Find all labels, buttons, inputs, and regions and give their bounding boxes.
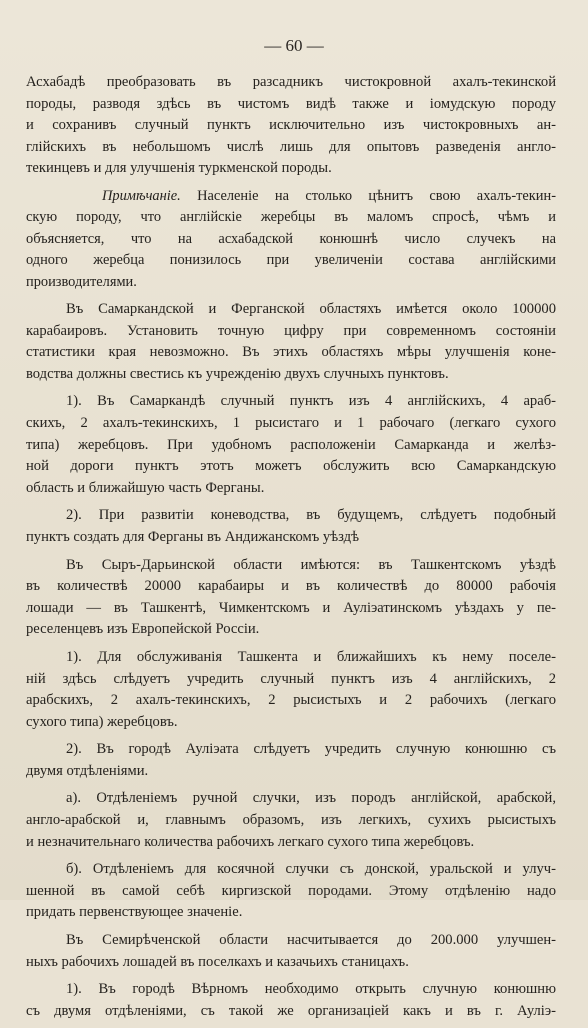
text-line: шенной въ самой себѣ киргизской породами. Этому отдѣленію надо xyxy=(26,882,556,899)
text-line: ній здѣсь слѣдуетъ учредить случный пунктъ изъ 4 англійскихъ, 2 xyxy=(26,670,556,687)
text-line: арабскихъ, 2 ахалъ-текинскихъ, 2 рысистыхъ и 2 рабочихъ (легкаго xyxy=(26,692,556,709)
text-line: а). Отдѣленіемъ ручной случки, изъ породъ англійской, арабской, xyxy=(66,790,556,807)
text-line: 1). Въ Самаркандѣ случный пунктъ изъ 4 англійскихъ, 4 араб- xyxy=(66,393,556,410)
note-paragraph xyxy=(26,186,556,293)
paragraph xyxy=(26,859,556,924)
text-line: статистики края невозможно. Въ этихъ областяхъ мѣры улучшенія коне- xyxy=(26,344,556,361)
paragraph xyxy=(26,555,556,641)
text-line xyxy=(26,186,556,207)
paragraph xyxy=(26,930,556,973)
text-line: типа) жеребцовъ. При удобномъ расположеніи Самарканда и желѣз- xyxy=(26,436,556,453)
text-line: придать первенствующее значеніе. xyxy=(26,904,243,921)
paragraph xyxy=(26,739,556,782)
paragraph xyxy=(26,647,556,733)
text-line: производителями. xyxy=(26,273,137,290)
text-line: 2). При развитіи коневодства, въ будущемъ, слѣдуетъ подобный xyxy=(66,507,556,524)
text-line: съ двумя отдѣленіями, съ такой же организаціей какъ и въ г. Ауліэ- xyxy=(26,1002,556,1019)
text-line: англо-арабской и, главнымъ образомъ, изъ легкихъ, сухихъ рысистыхъ xyxy=(26,812,556,829)
paragraph xyxy=(26,979,556,1022)
paragraph xyxy=(26,72,556,180)
text-line: и незначительнаго количества рабочихъ легкаго сухого типа жеребцовъ. xyxy=(26,833,475,850)
text-line: и сохранивъ случный пунктъ исключительно изъ чистокровныхъ ан- xyxy=(26,117,556,134)
text-line: глійскихъ въ небольшомъ числѣ лишь для опытовъ разведенія англо- xyxy=(26,138,556,155)
paragraph xyxy=(26,391,556,499)
text-line: область и ближайшую часть Ферганы. xyxy=(26,479,265,496)
paragraph xyxy=(26,299,556,385)
text-line: Въ Семирѣченской области насчитывается до 200.000 улучшен- xyxy=(66,932,556,949)
text-line: карабаировъ. Установить точную цифру при современномъ состояніи xyxy=(26,322,556,339)
page-number: — 60 — xyxy=(264,36,324,55)
text-line: пунктъ создать для Ферганы въ Андижанскомъ уѣздѣ xyxy=(26,528,359,545)
note-label: Примѣчаніе. xyxy=(102,187,181,204)
text-line: скую породу, что англійскіе жеребцы въ маломъ спросѣ, чѣмъ и xyxy=(26,209,556,226)
text-line: ной дороги пунктъ этотъ можетъ обслужить всю Самаркандскую xyxy=(26,458,556,475)
text-line: въ количествѣ 20000 карабаиры и въ количествѣ до 80000 рабочія xyxy=(26,578,556,595)
text-line: 2). Въ городѣ Ауліэата слѣдуетъ учредить случную конюшню съ xyxy=(66,741,556,758)
text-line: текинцевъ и для улучшенія туркменской породы. xyxy=(26,160,332,177)
text-line: породы, разводя здѣсь въ чистомъ видѣ также и іомудскую породу xyxy=(26,95,556,112)
text-line: 1). Для обслуживанія Ташкента и ближайшихъ къ нему поселе- xyxy=(66,648,556,665)
text-line: Асхабадѣ преобразовать въ разсадникъ чистокровной ахалъ-текинской xyxy=(26,74,556,90)
text-line: Въ Сыръ-Дарьинской области имѣются: въ Ташкентскомъ уѣздѣ xyxy=(66,556,556,573)
text-line: Въ Самаркандской и Ферганской областяхъ имѣется около 100000 xyxy=(66,301,556,317)
text-line: ныхъ рабочихъ лошадей въ поселкахъ и казачьихъ станицахъ. xyxy=(26,953,409,970)
text-line: сухого типа) жеребцовъ. xyxy=(26,713,178,730)
text-line: реселенцевъ изъ Европейской Россіи. xyxy=(26,621,260,638)
text-line: 1). Въ городѣ Вѣрномъ необходимо открыть случную конюшню xyxy=(66,981,556,998)
page-text xyxy=(26,72,556,1028)
text-line: водства должны свестись къ учрежденію двухъ случныхъ пунктовъ. xyxy=(26,365,449,382)
text-line: б). Отдѣленіемъ для косячной случки съ донской, уральской и улуч- xyxy=(66,861,556,878)
text-line: лошади — въ Ташкентѣ, Чимкентскомъ и Ауліэатинскомъ уѣздахъ у пе- xyxy=(26,599,556,616)
paragraph xyxy=(26,505,556,548)
note-first-line-text: Населеніе на столько цѣнитъ свою ахалъ-текин- xyxy=(197,187,556,204)
text-line: двумя отдѣленіями. xyxy=(26,762,149,779)
text-line: одного жеребца понизилось при увеличеніи состава англійскими xyxy=(26,252,556,269)
text-line: объясняется, что на асхабадской конюшнѣ число случекъ на xyxy=(26,230,556,247)
text-line: скихъ, 2 ахалъ-текинскихъ, 1 рысистаго и 1 рабочаго (легкаго сухого xyxy=(26,414,556,431)
paragraph xyxy=(26,788,556,853)
